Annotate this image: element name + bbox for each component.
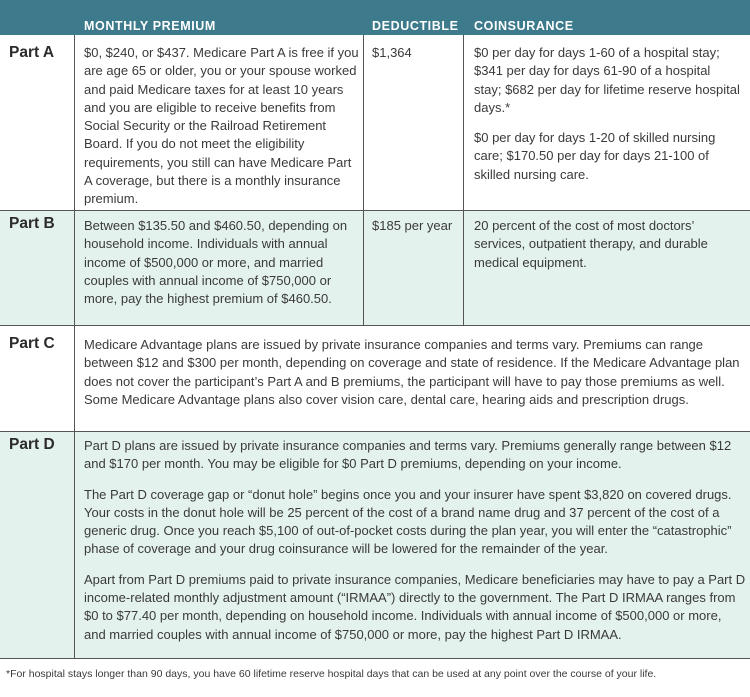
column-divider-part: [74, 35, 75, 658]
part-a-deductible: $1,364: [372, 45, 412, 60]
part-d-text: [84, 437, 746, 644]
part-a-coinsurance-nursing: $0 per day for days 1-20 of skilled nursing care; $170.50 per day for days 21-100 of skilled nursing care.: [474, 130, 716, 182]
header-coinsurance: COINSURANCE: [474, 19, 574, 33]
header-monthly-premium: MONTHLY PREMIUM: [84, 19, 216, 33]
part-d-label: Part D: [9, 436, 55, 453]
header-deductible: DEDUCTIBLE: [372, 19, 459, 33]
part-b-coinsurance: 20 percent of the cost of most doctors’ services, outpatient therapy, and durable medical equipment.: [474, 218, 708, 270]
part-c-text: Medicare Advantage plans are issued by private insurance companies and terms vary. Premiums can range between $12 and $300 per month, depending on coverage and state of residence. If the Medicare Advantage plan does not cover the participant’s Part A and B premiums, the participant will have to pay those premiums as well. Some Medicare Advantage plans also cover vision care, dental care, hearing aids and prescription drugs.: [84, 337, 740, 407]
table-bottom-border: [0, 658, 750, 659]
column-divider-deductible: [463, 35, 464, 325]
part-a-coinsurance: [474, 44, 740, 184]
part-a-premium: $0, $240, or $437. Medicare Part A is free if you are age 65 or older, you or your spouse worked and paid Medicare taxes for at least 10 years and you are eligible to receive benefits from Social Security or the Railroad Retirement Board. If you do not meet the eligibility requirements, you still can have Medicare Part A coverage, but there is a monthly insurance premium.: [84, 45, 359, 207]
table-header: [0, 0, 750, 35]
row-part-a: [0, 35, 750, 210]
part-d-paragraph-3: Apart from Part D premiums paid to private insurance companies, Medicare beneficiaries may have to pay a Part D income-related monthly adjustment amount (“IRMAA”) directly to the government. The Part D IRMAA ranges from $0 to $77.40 per month, depending on household income. Individuals with annual income of $500,000 or more, and married couples with annual income of $750,000 or more, pay the highest Part D IRMAA.: [84, 571, 746, 642]
part-d-paragraph-1: Part D plans are issued by private insurance companies and terms vary. Premiums generally range between $12 and $170 per month. You may be eligible for $0 Part D premiums, depending on your income.: [84, 438, 732, 472]
part-c-label: Part C: [9, 335, 55, 352]
part-a-label: Part A: [9, 44, 55, 61]
row-part-c: [0, 326, 750, 431]
row-part-b: [0, 211, 750, 325]
part-a-coinsurance-hospital: $0 per day for days 1-60 of a hospital stay; $341 per day for days 61-90 of a hospital stay; $682 per day for lifetime reserve hospital days.*: [474, 45, 740, 115]
column-divider-premium: [363, 35, 364, 325]
footnote: *For hospital stays longer than 90 days, you have 60 lifetime reserve hospital days that can be used at any point over the course of your life.: [6, 668, 657, 680]
row-part-d: [0, 432, 750, 658]
part-d-paragraph-2: The Part D coverage gap or “donut hole” begins once you and your insurer have spent $3,820 on covered drugs. Your costs in the donut hole will be 25 percent of the cost of a brand name drug and 37 percent of the cost of a generic drug. Once you reach $5,100 of out-of-pocket costs during the plan year, you will enter the “catastrophic” phase of coverage and your drug coinsurance will be lowered for the remainder of the year.: [84, 486, 732, 557]
part-b-premium: Between $135.50 and $460.50, depending on household income. Individuals with annual income of $500,000 or more, and married couples with annual income of $750,000 or more, pay the highest premium of $460.50.: [84, 218, 348, 307]
part-b-deductible: $185 per year: [372, 218, 453, 233]
part-b-label: Part B: [9, 215, 55, 232]
